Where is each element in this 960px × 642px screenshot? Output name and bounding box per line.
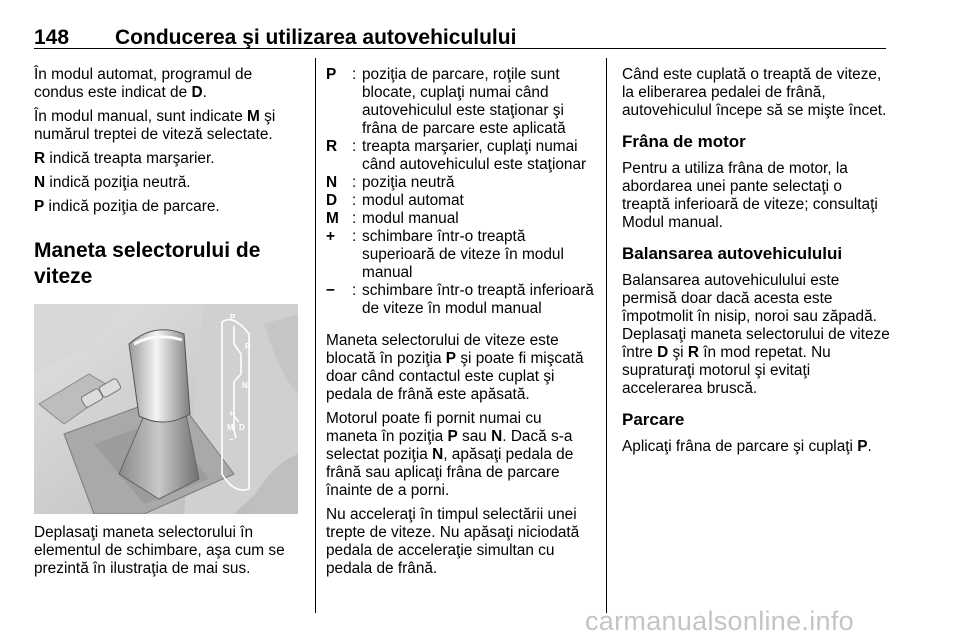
- gate-label-r: R: [245, 342, 251, 351]
- paragraph-automatic-mode: În modul automat, programul de condus este indicat de D.: [34, 66, 253, 101]
- definition-text: poziţia neutră: [362, 174, 455, 191]
- definition-text: schimbare într-o treaptă inferioară de viteze în modul manual: [362, 282, 594, 317]
- paragraph-no-accelerate: Nu acceleraţi în timpul selectării unei trepte de viteze. Nu apăsaţi niciodată pedala de acceleraţie simultan cu pedala de frână.: [326, 506, 580, 577]
- definition-term: D: [326, 192, 338, 209]
- selector-positions-list: [326, 66, 596, 318]
- definition-text: poziţia de parcare, roţile sunt blocate, cuplaţi numai când autovehiculul este staţionar şi frâna de parcare este aplicată: [362, 66, 566, 137]
- gate-label-d: D: [239, 423, 245, 432]
- paragraph-rocking: Balansarea autovehiculului este permisă doar dacă acesta este împotmolit în nisip, noroi sau zăpadă. Deplasaţi maneta selectorului de viteze între D şi R în mod repetat. Nu supraturaţi motorul şi evitaţi accelerarea bruscă.: [622, 272, 890, 397]
- definition-text: modul automat: [362, 192, 464, 209]
- gate-label-plus: +: [229, 409, 234, 418]
- paragraph-manual-mode: În modul manual, sunt indicate M şi numărul treptei de viteză selectate.: [34, 108, 276, 143]
- gear-selector-illustration: [34, 304, 298, 514]
- column-divider-2: [606, 58, 607, 613]
- definition-term: P: [326, 66, 337, 83]
- heading-parking: Parcare: [622, 410, 685, 429]
- paragraph-parking: Aplicaţi frâna de parcare şi cuplaţi P.: [622, 438, 872, 455]
- page-header: [34, 4, 886, 49]
- definition-row: R : treapta marşarier, cuplaţi numai când autovehiculul este staţionar: [326, 138, 596, 174]
- heading-rocking: Balansarea autovehiculului: [622, 244, 843, 263]
- gate-label-m: M: [227, 423, 234, 432]
- paragraph-engine-brake: Pentru a utiliza frâna de motor, la abordarea unei pante selectaţi o treaptă inferioară de viteze; consultaţi Modul manual.: [622, 160, 878, 231]
- paragraph-reverse: R indică treapta marşarier.: [34, 150, 215, 167]
- page-number: 148: [34, 26, 70, 49]
- paragraph-park: P indică poziţia de parcare.: [34, 198, 220, 215]
- section-heading-selector-lever: Maneta selectorului de viteze: [34, 239, 261, 288]
- definition-row: N : poziţia neutră: [326, 174, 596, 192]
- definition-text: modul manual: [362, 210, 459, 227]
- column-right: [622, 66, 892, 462]
- gate-label-minus: −: [229, 435, 234, 444]
- paragraph-lever-locked: Maneta selectorului de viteze este blocată în poziţia P şi poate fi mişcată doar când contactul este cuplat şi pedala de frână este apăsată.: [326, 332, 584, 403]
- column-middle: [326, 66, 596, 584]
- gate-label-n: N: [242, 381, 248, 390]
- plus-icon: +: [326, 228, 335, 245]
- paragraph-engine-start: Motorul poate fi pornit numai cu maneta în poziţia P sau N. Dacă s-a selectat poziţia N, apăsaţi pedala de frână sau aplicaţi frâna de parcare înainte de a porni.: [326, 410, 574, 499]
- chapter-title: Conducerea şi utilizarea autovehiculului: [115, 26, 517, 49]
- paragraph-neutral: N indică poziţia neutră.: [34, 174, 191, 191]
- paragraph-creep: Când este cuplată o treaptă de viteze, la eliberarea pedalei de frână, autovehiculul începe să se mişte încet.: [622, 66, 887, 119]
- definition-term: R: [326, 138, 338, 155]
- heading-engine-brake: Frâna de motor: [622, 132, 746, 151]
- definition-term: N: [326, 174, 338, 191]
- definition-row: M : modul manual: [326, 210, 596, 228]
- watermark: carmanualsonline.info: [585, 606, 854, 636]
- definition-text: treapta marşarier, cuplaţi numai când autovehiculul este staţionar: [362, 138, 587, 173]
- gear-selector-image: [34, 304, 298, 514]
- column-divider-1: [315, 58, 316, 613]
- definition-text: schimbare într-o treaptă superioară de viteze în modul manual: [362, 228, 564, 281]
- definition-term: M: [326, 210, 339, 227]
- minus-icon: −: [326, 282, 335, 299]
- gate-label-p: P: [230, 313, 236, 322]
- illustration-caption: Deplasaţi maneta selectorului în elementul de schimbare, aşa cum se prezintă în ilustraţia de mai sus.: [34, 524, 285, 577]
- definition-row: D : modul automat: [326, 192, 596, 210]
- definition-row: P : poziţia de parcare, roţile sunt blocate, cuplaţi numai când autovehiculul este staţionar şi frâna de parcare este aplicată: [326, 66, 596, 138]
- definition-row: − : schimbare într-o treaptă inferioară de viteze în modul manual: [326, 282, 596, 318]
- column-left: [34, 66, 304, 584]
- definition-row: + : schimbare într-o treaptă superioară de viteze în modul manual: [326, 228, 596, 282]
